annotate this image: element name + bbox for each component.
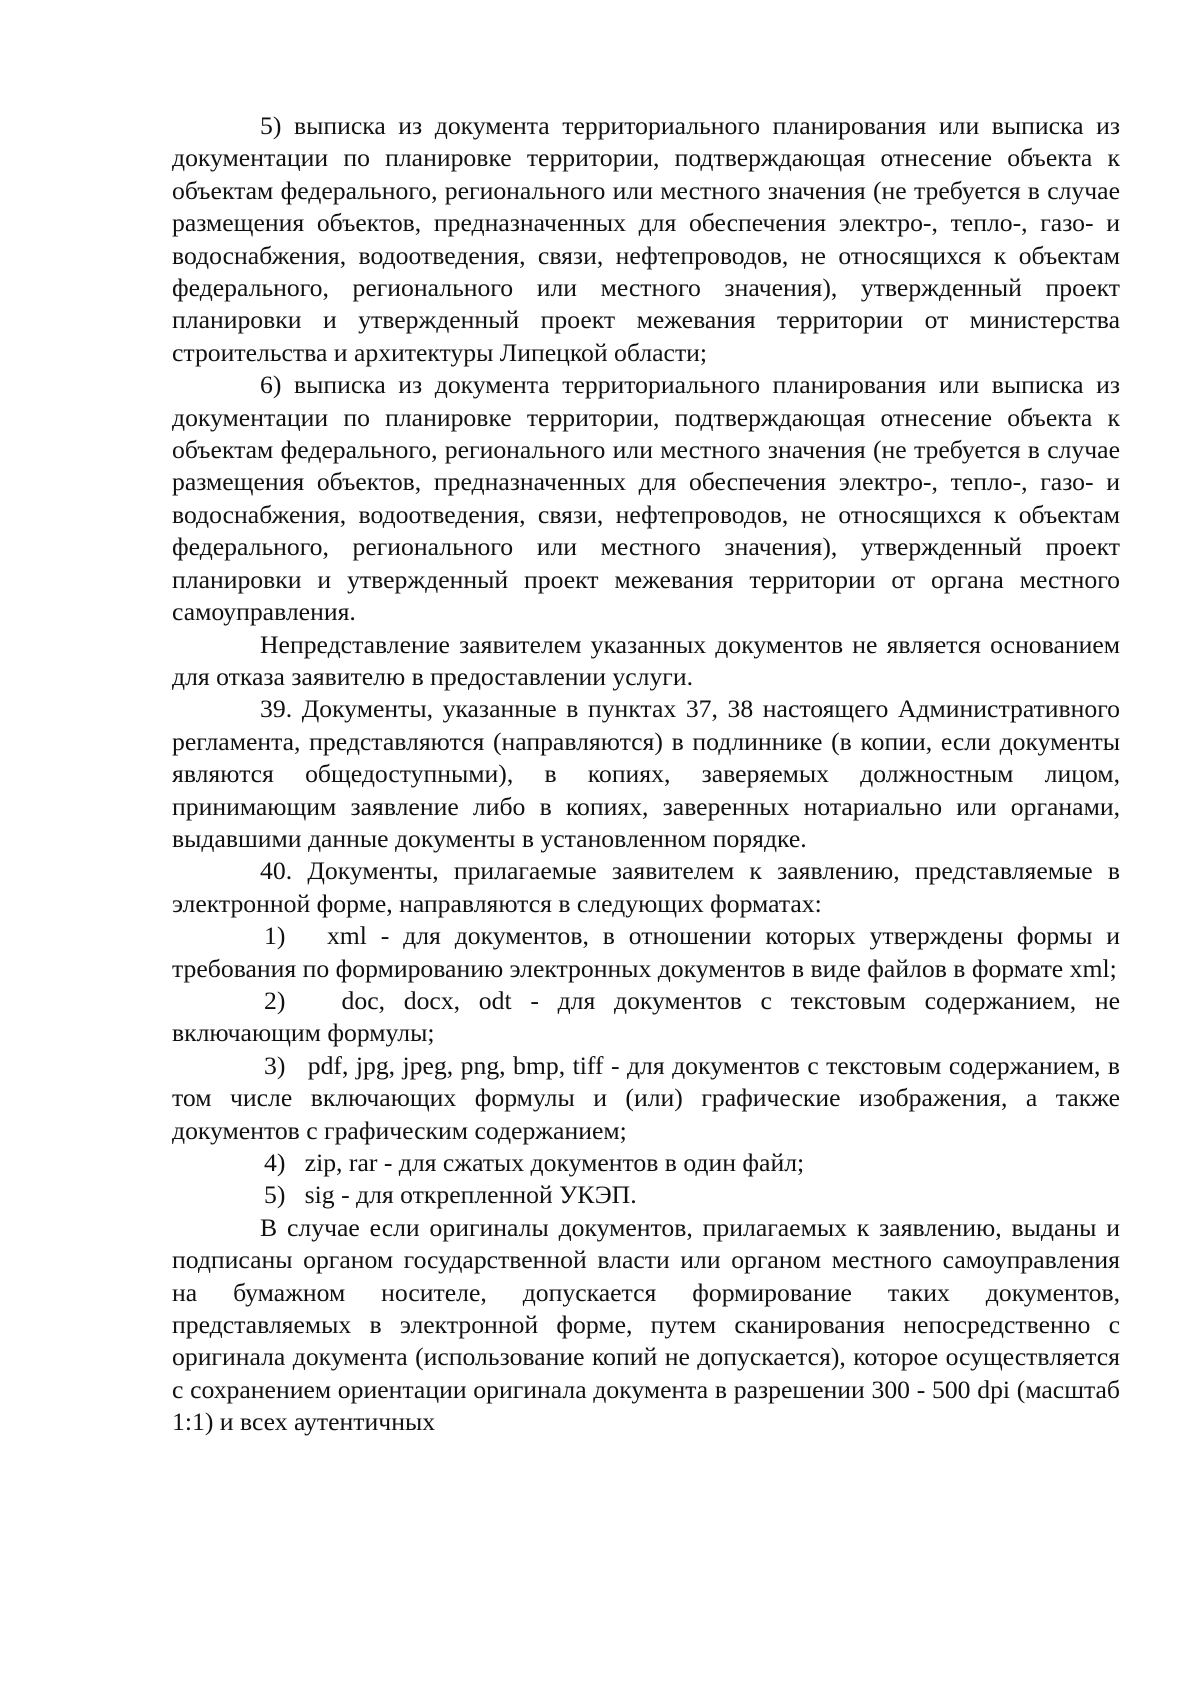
format-item-pdf: 3) pdf, jpg, jpeg, png, bmp, tiff - для документов с текстовым содержанием, в том числе включающих формулы и (или) графические изображения, а также документов с графическим содержанием; xyxy=(172,1050,1127,1145)
paragraph-non-submission: Непредставление заявителем указанных документов не является основанием для отказа заявителю в предоставлении услуги. xyxy=(172,629,1120,691)
paragraph-scanning: В случае если оригиналы документов, прилагаемых к заявлению, выданы и подписаны органом государственной власти или органом местного самоуправления на бумажном носителе, допускается формирование таких документов, представляемых в электронной форме, путем сканирования непосредственно с оригинала документа (использование копий не допускается), которое осуществляется с сохранением ориентации оригинала документа в разрешении 300 - 500 dpi (масштаб 1:1) и всех аутентичных xyxy=(172,1212,1120,1437)
paragraph-item-5: 5) выписка из документа территориального планирования или выписка из документации по планировке территории, подтверждающая отнесение объекта к объектам федерального, регионального или местного значения (не требуется в случае размещения объектов, предназначенных для обеспечения электро-, тепло-, газо- и водоснабжения, водоотведения, связи, нефтепроводов, не относящихся к объектам федерального, регионального или местного значения), утвержденный проект планировки и утвержденный проект межевания территории от министерства строительства и архитектуры Липецкой области; xyxy=(172,111,1120,367)
format-item-zip: 4) zip, rar - для сжатых документов в один файл; xyxy=(264,1148,805,1177)
format-item-doc: 2) doc, docx, odt - для документов с текстовым содержанием, не включающим формулы; xyxy=(172,985,1127,1048)
paragraph-item-6: 6) выписка из документа территориального планирования или выписка из документации по планировке территории, подтверждающая отнесение объекта к объектам федерального, регионального или местного значения (не требуется в случае размещения объектов, предназначенных для обеспечения электро-, тепло-, газо- и водоснабжения, водоотведения, связи, нефтепроводов, не относящихся к объектам федерального, регионального или местного значения), утвержденный проект планировки и утвержденный проект межевания территории от органа местного самоуправления. xyxy=(172,370,1120,627)
paragraph-clause-39: 39. Документы, указанные в пунктах 37, 38 настоящего Административного регламента, представляются (направляются) в подлиннике (в копии, если документы являются общедоступными), в копиях, заверяемых должностным лицом, принимающим заявление либо в копиях, заверенных нотариально или органами, выдавшими данные документы в установленном порядке. xyxy=(172,694,1120,853)
format-item-xml: 1) xml - для документов, в отношении которых утверждены формы и требования по формированию электронных документов в виде файлов в формате xml; xyxy=(172,921,1127,983)
format-item-sig: 5) sig - для открепленной УКЭП. xyxy=(264,1180,637,1210)
document-page xyxy=(172,110,1127,1439)
paragraph-clause-40: 40. Документы, прилагаемые заявителем к заявлению, представляемые в электронной форме, направляются в следующих форматах: xyxy=(172,856,1120,918)
